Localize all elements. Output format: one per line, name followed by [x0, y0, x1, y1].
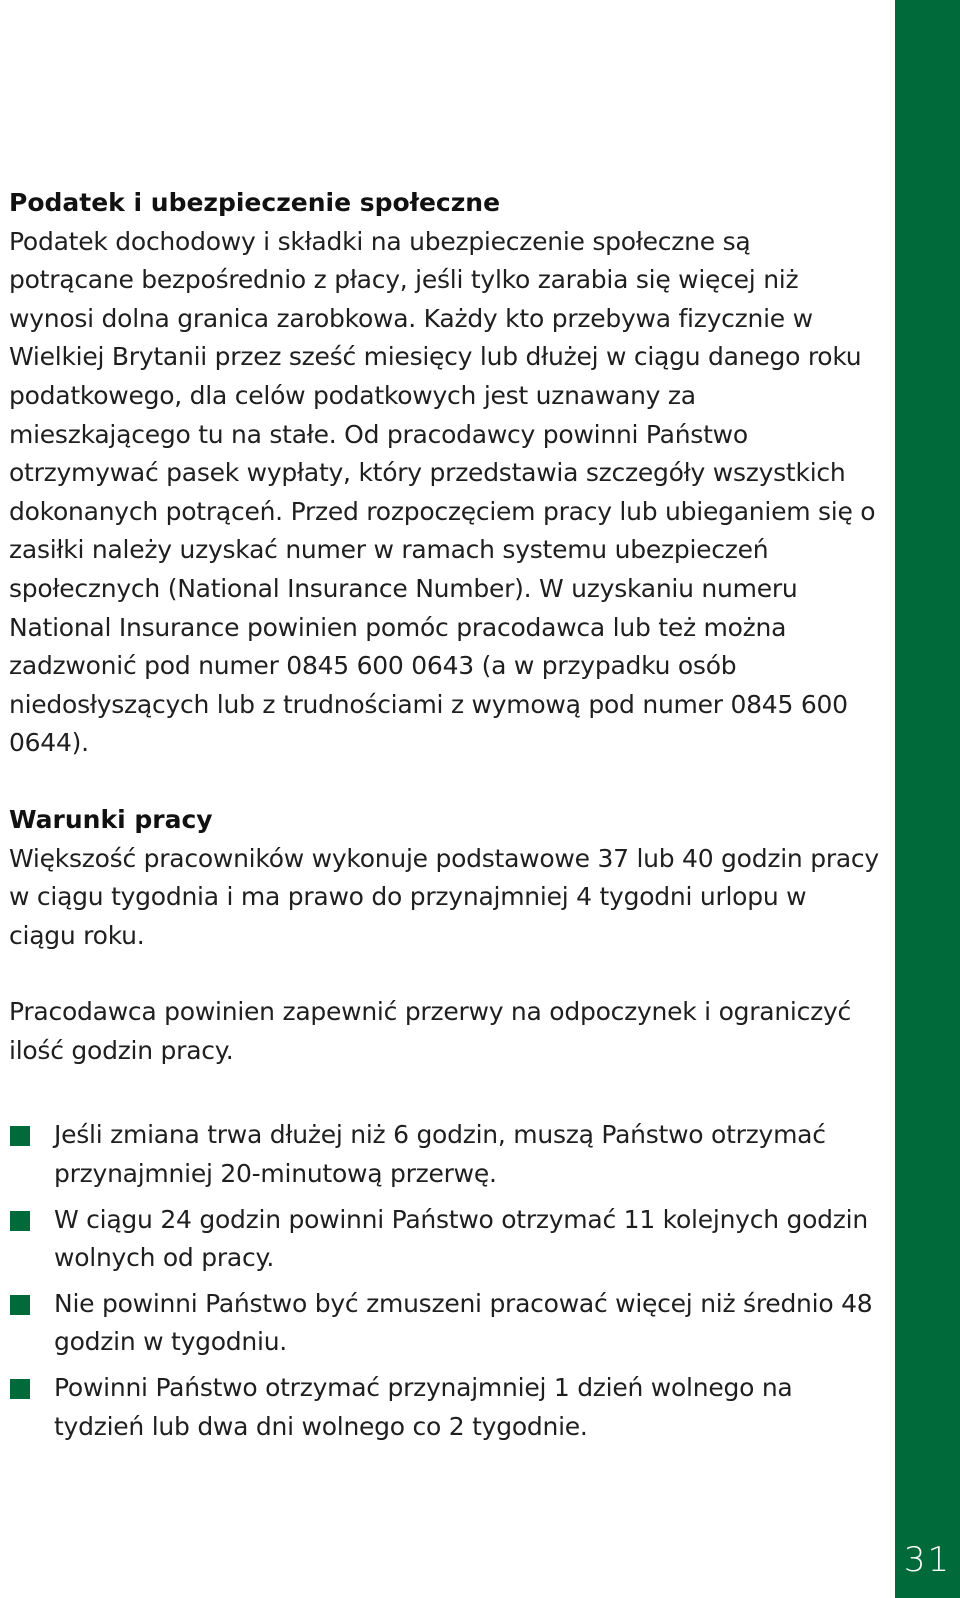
section-tax-social-insurance: [9, 184, 879, 763]
green-sidebar: [895, 0, 960, 1598]
section-paragraph: Pracodawca powinien zapewnić przerwy na odpoczynek i ograniczyć ilość godzin pracy.: [9, 997, 852, 1065]
square-bullet-icon: [10, 1211, 30, 1231]
page-number: 31: [903, 1540, 952, 1580]
list-item-text: W ciągu 24 godzin powinni Państwo otrzymać 11 kolejnych godzin wolnych od pracy.: [54, 1204, 868, 1273]
section-heading: Warunki pracy: [9, 804, 213, 834]
section-paragraph: Większość pracowników wykonuje podstawowe 37 lub 40 godzin pracy w ciągu tygodnia i ma prawo do przynajmniej 4 tygodni urlopu w ciągu roku.: [9, 843, 879, 950]
list-item: [9, 1116, 879, 1193]
page-content: [9, 184, 879, 1453]
section-heading: Podatek i ubezpieczenie społeczne: [9, 188, 501, 217]
section-working-conditions: [9, 801, 879, 1446]
section-paragraph: Podatek dochodowy i składki na ubezpieczenie społeczne są potrącane bezpośrednio z płacy, jeśli tylko zarabia się więcej niż wynosi dolna granica zarobkowa. Każdy kto przebywa fizycznie w Wielkiej Brytanii przez sześć miesięcy lub dłużej w ciągu danego roku podatkowego, dla celów podatkowych jest uznawany za mieszkającego tu na stałe. Od pracodawcy powinni Państwo otrzymywać pasek wypłaty, który przedstawia szczegóły wszystkich dokonanych potrąceń. Przed rozpoczęciem pracy lub ubieganiem się o zasiłki należy uzyskać numer w ramach systemu ubezpieczeń społecznych (National Insurance Number). W uzyskaniu numeru National Insurance powinien pomóc pracodawca lub też można zadzwonić pod numer 0845 600 0643 (a w przypadku osób niedosłyszących lub z trudnościami z wymową pod numer 0845 600 0644).: [9, 226, 876, 758]
list-item-text: Nie powinni Państwo być zmuszeni pracować więcej niż średnio 48 godzin w tygodniu.: [54, 1288, 873, 1357]
rules-list: [9, 1116, 879, 1446]
square-bullet-icon: [10, 1126, 30, 1146]
square-bullet-icon: [10, 1295, 30, 1315]
list-item: [9, 1285, 879, 1362]
list-item: [9, 1201, 879, 1278]
list-item-text: Jeśli zmiana trwa dłużej niż 6 godzin, muszą Państwo otrzymać przynajmniej 20-minutową przerwę.: [54, 1120, 826, 1189]
list-item: [9, 1369, 879, 1446]
list-item-text: Powinni Państwo otrzymać przynajmniej 1 dzień wolnego na tydzień lub dwa dni wolnego co 2 tygodnie.: [54, 1373, 793, 1441]
square-bullet-icon: [10, 1379, 30, 1399]
